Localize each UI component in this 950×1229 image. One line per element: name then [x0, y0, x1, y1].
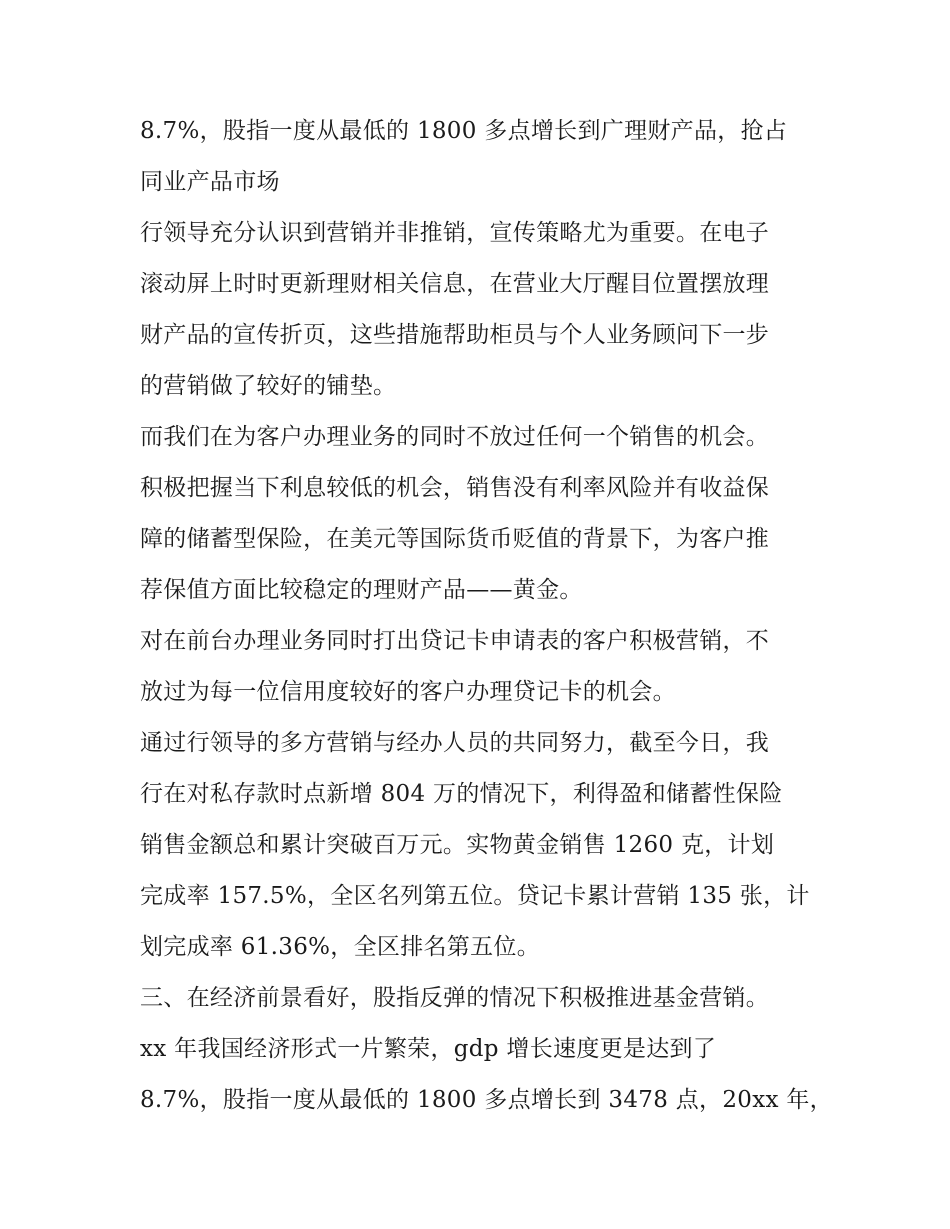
text-line: 通过行领导的多方营销与经办人员的共同努力，截至今日，我: [140, 730, 770, 756]
text-line: 同业产品市场: [140, 169, 280, 195]
text-line: 的营销做了较好的铺垫。: [140, 373, 397, 399]
text-line: 行领导充分认识到营销并非推销，宣传策略尤为重要。在电子: [140, 220, 770, 246]
text-line: 滚动屏上时时更新理财相关信息，在营业大厅醒目位置摆放理: [140, 271, 770, 297]
text-line: 8.7%，股指一度从最低的 1800 多点增长到 3478 点，20xx 年，: [140, 1087, 833, 1113]
text-line: xx 年我国经济形式一片繁荣，gdp 增长速度更是达到了: [140, 1036, 717, 1062]
text-line: 积极把握当下利息较低的机会，销售没有利率风险并有收益保: [140, 475, 770, 501]
text-line: 行在对私存款时点新增 804 万的情况下，利得盈和储蓄性保险: [140, 781, 783, 807]
text-line: 三、在经济前景看好，股指反弹的情况下积极推进基金营销。: [140, 985, 770, 1011]
text-line: 销售金额总和累计突破百万元。实物黄金销售 1260 克，计划: [140, 832, 775, 858]
text-line: 障的储蓄型保险，在美元等国际货币贬值的背景下，为客户推: [140, 526, 770, 552]
text-line: 对在前台办理业务同时打出贷记卡申请表的客户积极营销，不: [140, 628, 770, 654]
text-line: 放过为每一位信用度较好的客户办理贷记卡的机会。: [140, 679, 676, 705]
text-line: 荐保值方面比较稳定的理财产品——黄金。: [140, 577, 583, 603]
text-line: 完成率 157.5%，全区名列第五位。贷记卡累计营销 135 张，计: [140, 883, 810, 909]
text-line: 划完成率 61.36%，全区排名第五位。: [140, 934, 541, 960]
text-line: 财产品的宣传折页，这些措施帮助柜员与个人业务顾问下一步: [140, 322, 770, 348]
text-line: 8.7%，股指一度从最低的 1800 多点增长到广理财产品，抢占: [140, 118, 788, 144]
text-line: 而我们在为客户办理业务的同时不放过任何一个销售的机会。: [140, 424, 770, 450]
document-body: [140, 106, 833, 1126]
